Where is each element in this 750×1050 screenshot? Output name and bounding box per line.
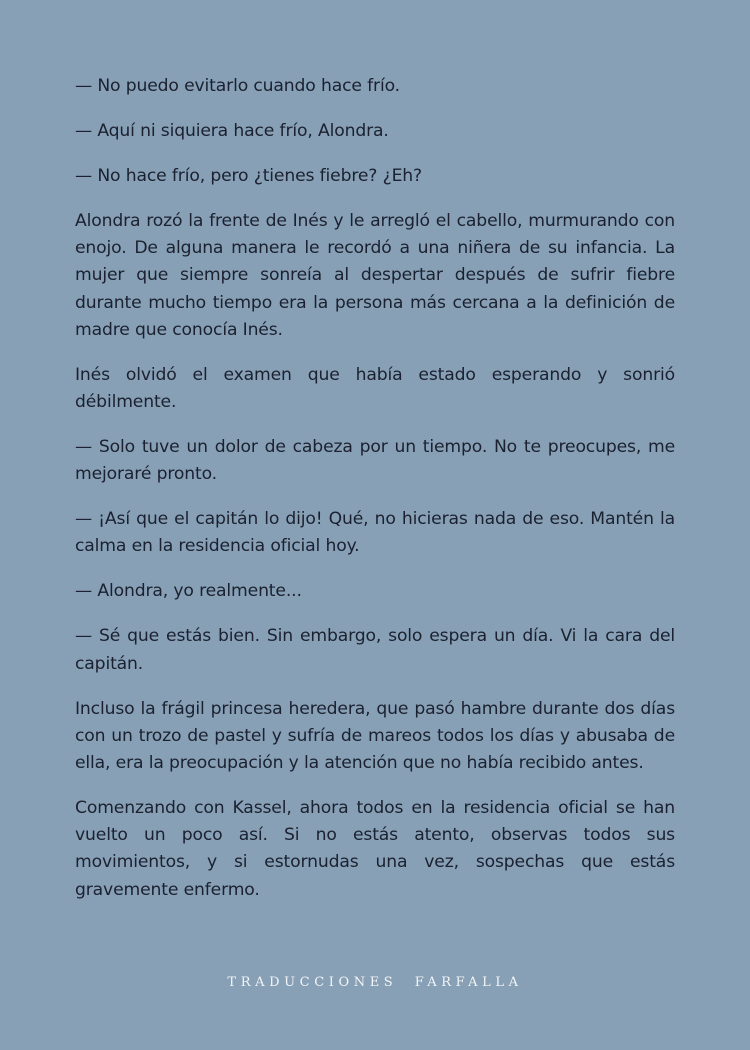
narrative-paragraph: Comenzando con Kassel, ahora todos en la residencia oficial se han vuelto un poco así. Si no estás atento, observas todos sus movimientos, y si estornudas una vez, sospechas que estás gravemente enfermo. [75,798,675,900]
dialogue-line: — Solo tuve un dolor de cabeza por un tiempo. No te preocupes, me mejoraré pronto. [75,437,675,485]
dialogue-line: — No hace frío, pero ¿tienes fiebre? ¿Eh? [75,166,422,186]
page-body [75,73,675,922]
dialogue-line: — Sé que estás bien. Sin embargo, solo espera un día. Vi la cara del capitán. [75,626,675,674]
narrative-paragraph: Alondra rozó la frente de Inés y le arregló el cabello, murmurando con enojo. De alguna manera le recordó a una niñera de su infancia. La mujer que siempre sonreía al despertar después de sufrir fiebre durante mucho tiempo era la persona más cercana a la definición de madre que conocía Inés. [75,211,675,340]
footer-credit: TRADUCCIONES FARFALLA [227,975,523,990]
dialogue-line: — Alondra, yo realmente... [75,581,302,602]
narrative-paragraph: Incluso la frágil princesa heredera, que pasó hambre durante dos días con un trozo de pastel y sufría de mareos todos los días y abusaba de ella, era la preocupación y la atención que no había recibido antes. [75,698,675,774]
dialogue-line: — No puedo evitarlo cuando hace frío. [75,76,400,96]
dialogue-line: — ¡Así que el capitán lo dijo! Qué, no hicieras nada de eso. Mantén la calma en la residencia oficial hoy. [75,509,675,557]
narrative-paragraph: Inés olvidó el examen que había estado esperando y sonrió débilmente. [75,364,675,413]
dialogue-line: — Aquí ni siquiera hace frío, Alondra. [75,121,389,141]
